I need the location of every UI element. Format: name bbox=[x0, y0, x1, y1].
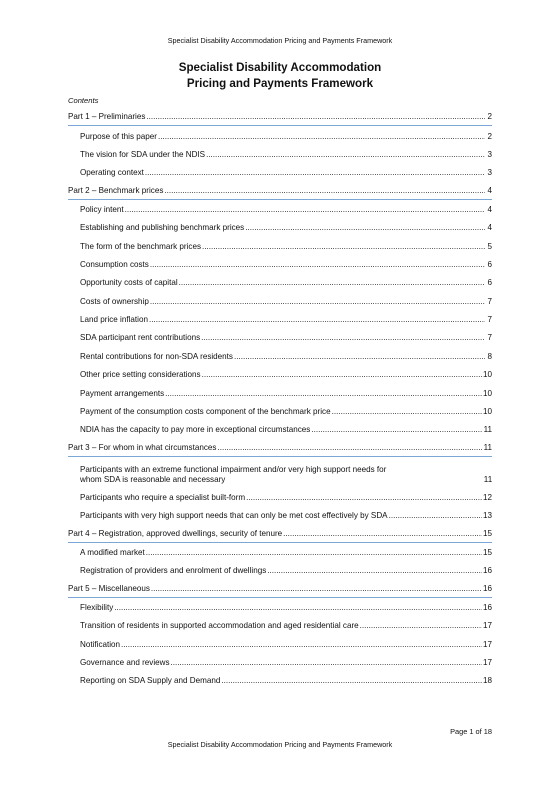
toc-page-number: 4 bbox=[487, 223, 492, 233]
toc-part-entry[interactable] bbox=[68, 108, 492, 126]
toc-entry-text: Part 1 – Preliminaries bbox=[68, 112, 146, 122]
toc-page-number: 17 bbox=[482, 621, 492, 631]
toc-leader-dots bbox=[171, 658, 482, 668]
toc-section-entry[interactable] bbox=[68, 218, 492, 236]
toc-part-entry[interactable] bbox=[68, 181, 492, 199]
toc-section-entry[interactable] bbox=[68, 543, 492, 561]
toc-entry-text: Consumption costs bbox=[80, 260, 149, 270]
toc-page-number: 4 bbox=[487, 185, 492, 195]
toc-entry-text: Participants with very high support needs that can only be met cost effectively by SDA bbox=[80, 511, 388, 521]
toc-page-number: 15 bbox=[482, 547, 492, 557]
toc-page-number: 13 bbox=[482, 511, 492, 521]
toc-page-number: 2 bbox=[487, 131, 492, 141]
toc-section-entry[interactable] bbox=[68, 255, 492, 273]
toc-page-number: 7 bbox=[487, 333, 492, 343]
toc-leader-dots bbox=[206, 150, 485, 160]
toc-page-number: 8 bbox=[487, 351, 492, 361]
toc-entry-text: Part 3 – For whom in what circumstances bbox=[68, 442, 217, 452]
toc-part-entry[interactable] bbox=[68, 438, 492, 456]
running-header: Specialist Disability Accommodation Pricing and Payments Framework bbox=[167, 36, 393, 45]
toc-entry-text: Land price inflation bbox=[80, 315, 148, 325]
document-title bbox=[0, 60, 560, 92]
toc-leader-dots bbox=[245, 223, 485, 233]
toc-leader-dots bbox=[202, 370, 482, 380]
toc-page-number: 16 bbox=[482, 566, 492, 576]
toc-page-number: 3 bbox=[487, 168, 492, 178]
toc-entry-text-continued: whom SDA is reasonable and necessary bbox=[80, 474, 226, 484]
toc-leader-dots bbox=[267, 566, 482, 576]
toc-entry-text: SDA participant rent contributions bbox=[80, 333, 201, 343]
toc-page-number: 10 bbox=[482, 406, 492, 416]
toc-page-number: 17 bbox=[482, 657, 492, 667]
toc-section-entry[interactable] bbox=[68, 671, 492, 689]
toc-section-entry[interactable] bbox=[68, 457, 492, 488]
toc-page-number: 12 bbox=[482, 492, 492, 502]
toc-leader-dots bbox=[165, 389, 482, 399]
toc-section-entry[interactable] bbox=[68, 488, 492, 506]
toc-entry-text: Part 5 – Miscellaneous bbox=[68, 583, 150, 593]
toc-section-entry[interactable] bbox=[68, 598, 492, 616]
toc-leader-dots bbox=[360, 621, 482, 631]
table-of-contents bbox=[68, 108, 492, 689]
toc-leader-dots bbox=[114, 603, 482, 613]
toc-section-entry[interactable] bbox=[68, 310, 492, 328]
toc-section-entry[interactable] bbox=[68, 634, 492, 652]
toc-leader-dots bbox=[221, 676, 482, 686]
toc-leader-dots bbox=[202, 242, 485, 252]
toc-leader-dots bbox=[217, 443, 482, 453]
toc-page-number: 7 bbox=[487, 315, 492, 325]
toc-section-entry[interactable] bbox=[68, 346, 492, 364]
toc-section-entry[interactable] bbox=[68, 273, 492, 291]
toc-leader-dots bbox=[146, 112, 485, 122]
toc-leader-dots bbox=[164, 186, 485, 196]
toc-page-number: 10 bbox=[482, 370, 492, 380]
toc-section-entry[interactable] bbox=[68, 145, 492, 163]
toc-page-number: 10 bbox=[482, 388, 492, 398]
toc-entry-text: Operating context bbox=[80, 168, 144, 178]
toc-leader-dots bbox=[125, 205, 485, 215]
toc-page-number: 4 bbox=[487, 205, 492, 215]
toc-part-entry[interactable] bbox=[68, 524, 492, 542]
toc-entry-text: Rental contributions for non-SDA residents bbox=[80, 351, 233, 361]
toc-page-number: 11 bbox=[483, 474, 493, 484]
toc-section-entry[interactable] bbox=[68, 291, 492, 309]
toc-entry-text: Registration of providers and enrolment of dwellings bbox=[80, 566, 267, 576]
toc-part-entry[interactable] bbox=[68, 579, 492, 597]
toc-page-number: 15 bbox=[482, 528, 492, 538]
running-footer: Specialist Disability Accommodation Pricing and Payments Framework bbox=[167, 740, 393, 749]
toc-section-entry[interactable] bbox=[68, 200, 492, 218]
toc-page-number: 16 bbox=[482, 602, 492, 612]
toc-page-number: 6 bbox=[487, 278, 492, 288]
toc-section-entry[interactable] bbox=[68, 402, 492, 420]
toc-entry-text: Other price setting considerations bbox=[80, 370, 201, 380]
toc-leader-dots bbox=[332, 407, 482, 417]
toc-leader-dots bbox=[283, 529, 482, 539]
toc-entry-text: Transition of residents in supported accommodation and aged residential care bbox=[80, 621, 359, 631]
toc-entry-text: A modified market bbox=[80, 547, 145, 557]
toc-leader-dots bbox=[158, 132, 485, 142]
toc-leader-dots bbox=[145, 168, 485, 178]
toc-section-entry[interactable] bbox=[68, 561, 492, 579]
toc-section-entry[interactable] bbox=[68, 653, 492, 671]
toc-page-number: 5 bbox=[487, 241, 492, 251]
toc-entry-text: Payment arrangements bbox=[80, 388, 165, 398]
toc-page-number: 11 bbox=[483, 425, 492, 435]
toc-section-entry[interactable] bbox=[68, 616, 492, 634]
toc-leader-dots bbox=[246, 493, 482, 503]
toc-entry-text: NDIA has the capacity to pay more in exceptional circumstances bbox=[80, 425, 311, 435]
page-number: Page 1 of 18 bbox=[450, 727, 492, 736]
toc-entry-text: Purpose of this paper bbox=[80, 131, 157, 141]
toc-entry-text: Participants who require a specialist built-form bbox=[80, 492, 246, 502]
toc-section-entry[interactable] bbox=[68, 365, 492, 383]
toc-section-entry[interactable] bbox=[68, 506, 492, 524]
toc-leader-dots bbox=[201, 333, 485, 343]
toc-leader-dots bbox=[389, 511, 482, 521]
toc-entry-text: Part 2 – Benchmark prices bbox=[68, 185, 164, 195]
contents-label: Contents bbox=[68, 96, 99, 105]
toc-entry-text: The vision for SDA under the NDIS bbox=[80, 150, 206, 160]
toc-leader-dots bbox=[150, 297, 485, 307]
toc-page-number: 6 bbox=[487, 260, 492, 270]
toc-leader-dots bbox=[179, 278, 485, 288]
toc-entry-text: Flexibility bbox=[80, 602, 114, 612]
toc-entry-text: Participants with an extreme functional impairment and/or very high support needs for bbox=[80, 464, 387, 474]
toc-section-entry[interactable] bbox=[68, 328, 492, 346]
toc-section-entry[interactable] bbox=[68, 420, 492, 438]
toc-page-number: 3 bbox=[487, 150, 492, 160]
toc-page-number: 18 bbox=[482, 676, 492, 686]
title-line-1: Specialist Disability Accommodation bbox=[178, 61, 382, 74]
toc-entry-text: Governance and reviews bbox=[80, 657, 170, 667]
title-line-2: Pricing and Payments Framework bbox=[186, 77, 374, 90]
toc-leader-dots bbox=[149, 315, 485, 325]
toc-entry-text: Policy intent bbox=[80, 205, 124, 215]
toc-page-number: 2 bbox=[487, 112, 492, 122]
toc-section-entry[interactable] bbox=[68, 126, 492, 144]
toc-entry-text: The form of the benchmark prices bbox=[80, 241, 202, 251]
toc-entry-text: Payment of the consumption costs component of the benchmark price bbox=[80, 406, 331, 416]
toc-leader-dots bbox=[151, 584, 482, 594]
toc-page-number: 16 bbox=[482, 583, 492, 593]
toc-section-entry[interactable] bbox=[68, 163, 492, 181]
toc-page-number: 17 bbox=[482, 639, 492, 649]
toc-entry-text: Reporting on SDA Supply and Demand bbox=[80, 676, 221, 686]
toc-leader-dots bbox=[150, 260, 485, 270]
toc-leader-dots bbox=[311, 425, 482, 435]
toc-entry-text: Part 4 – Registration, approved dwellings, security of tenure bbox=[68, 528, 283, 538]
toc-leader-dots bbox=[146, 548, 482, 558]
toc-page-number: 11 bbox=[483, 442, 492, 452]
toc-section-entry[interactable] bbox=[68, 383, 492, 401]
toc-page-number: 7 bbox=[487, 296, 492, 306]
toc-entry-text: Establishing and publishing benchmark prices bbox=[80, 223, 245, 233]
toc-entry-text: Costs of ownership bbox=[80, 296, 149, 306]
toc-entry-text: Opportunity costs of capital bbox=[80, 278, 178, 288]
toc-entry-text: Notification bbox=[80, 639, 121, 649]
toc-leader-dots bbox=[121, 640, 482, 650]
toc-leader-dots bbox=[234, 352, 485, 362]
toc-section-entry[interactable] bbox=[68, 236, 492, 254]
